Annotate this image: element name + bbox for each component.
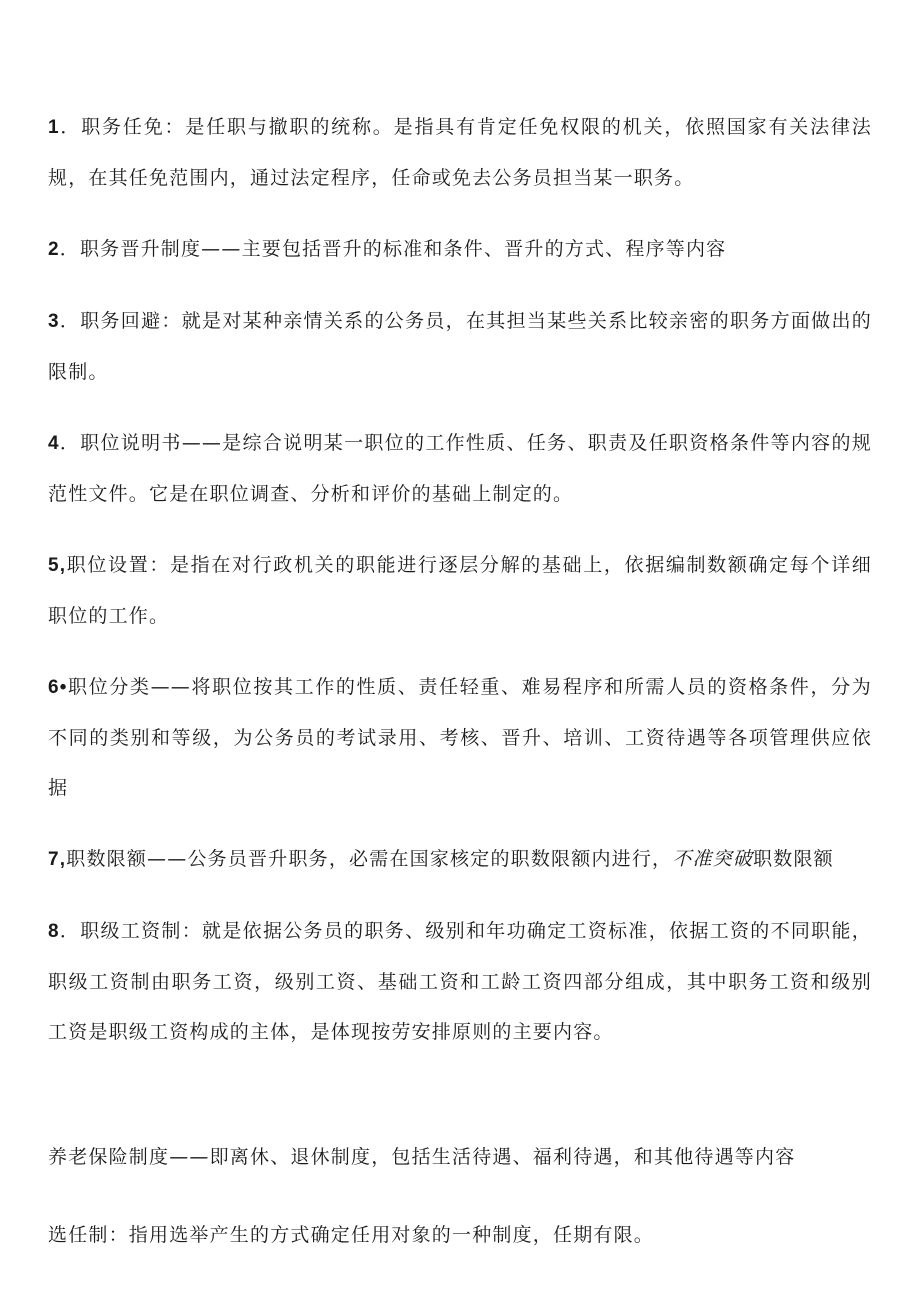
item-text: 职位设置：是指在对行政机关的职能进行逐层分解的基础上，依据编制数额确定每个详细职位的工作。 xyxy=(48,554,872,627)
item-text: ．职位说明书——是综合说明某一职位的工作性质、任务、职责及任职资格条件等内容的规范性文件。它是在职位调查、分析和评价的基础上制定的。 xyxy=(48,432,872,505)
item-number: 6• xyxy=(48,677,68,698)
item-text: 职位分类——将职位按其工作的性质、责任轻重、难易程序和所需人员的资格条件，分为不同的类别和等级，为公务员的考试录用、考核、晋升、培训、工资待遇等各项管理供应依据 xyxy=(48,676,872,799)
item-number: 5, xyxy=(48,555,67,576)
item-1 xyxy=(48,102,872,203)
extra-election: 选任制：指用选举产生的方式确定任用对象的一种制度，任期有限。 xyxy=(48,1224,655,1246)
item-text: ．职务回避：就是对某种亲情关系的公务员，在其担当某些关系比较亲密的职务方面做出的限制。 xyxy=(48,310,872,383)
item-number: 3 xyxy=(48,311,60,332)
section-gap xyxy=(48,1078,872,1132)
item-text-before: 职数限额——公务员晋升职务，必需在国家核定的职数限额内进行， xyxy=(66,848,673,870)
item-number: 8 xyxy=(48,921,60,942)
item-text-after: 职数限额 xyxy=(753,848,834,870)
item-text: ．职级工资制：就是依据公务员的职务、级别和年功确定工资标准，依据工资的不同职能，职级工资制由职务工资，级别工资、基础工资和工龄工资四部分组成，其中职务工资和级别工资是职级工资构成的主体，是体现按劳安排原则的主要内容。 xyxy=(48,920,872,1043)
item-2 xyxy=(48,224,872,275)
item-5 xyxy=(48,540,872,641)
item-number: 1 xyxy=(48,117,60,138)
item-7 xyxy=(48,834,872,885)
item-3 xyxy=(48,296,872,397)
item-4 xyxy=(48,418,872,519)
item-6 xyxy=(48,662,872,813)
item-text-italic: 不准突破 xyxy=(672,848,754,870)
item-number: 7, xyxy=(48,849,67,870)
item-number: 2 xyxy=(48,239,60,260)
item-text: ．职务任免：是任职与撤职的统称。是指具有肯定任免权限的机关，依照国家有关法律法规，在其任免范围内，通过法定程序，任命或免去公务员担当某一职务。 xyxy=(48,116,872,189)
item-8 xyxy=(48,906,872,1057)
item-text: ．职务晋升制度——主要包括晋升的标准和条件、晋升的方式、程序等内容 xyxy=(59,238,727,260)
item-number: 4 xyxy=(48,433,60,454)
extra-pension: 养老保险制度——即离休、退休制度，包括生活待遇、福利待遇，和其他待遇等内容 xyxy=(48,1146,796,1168)
